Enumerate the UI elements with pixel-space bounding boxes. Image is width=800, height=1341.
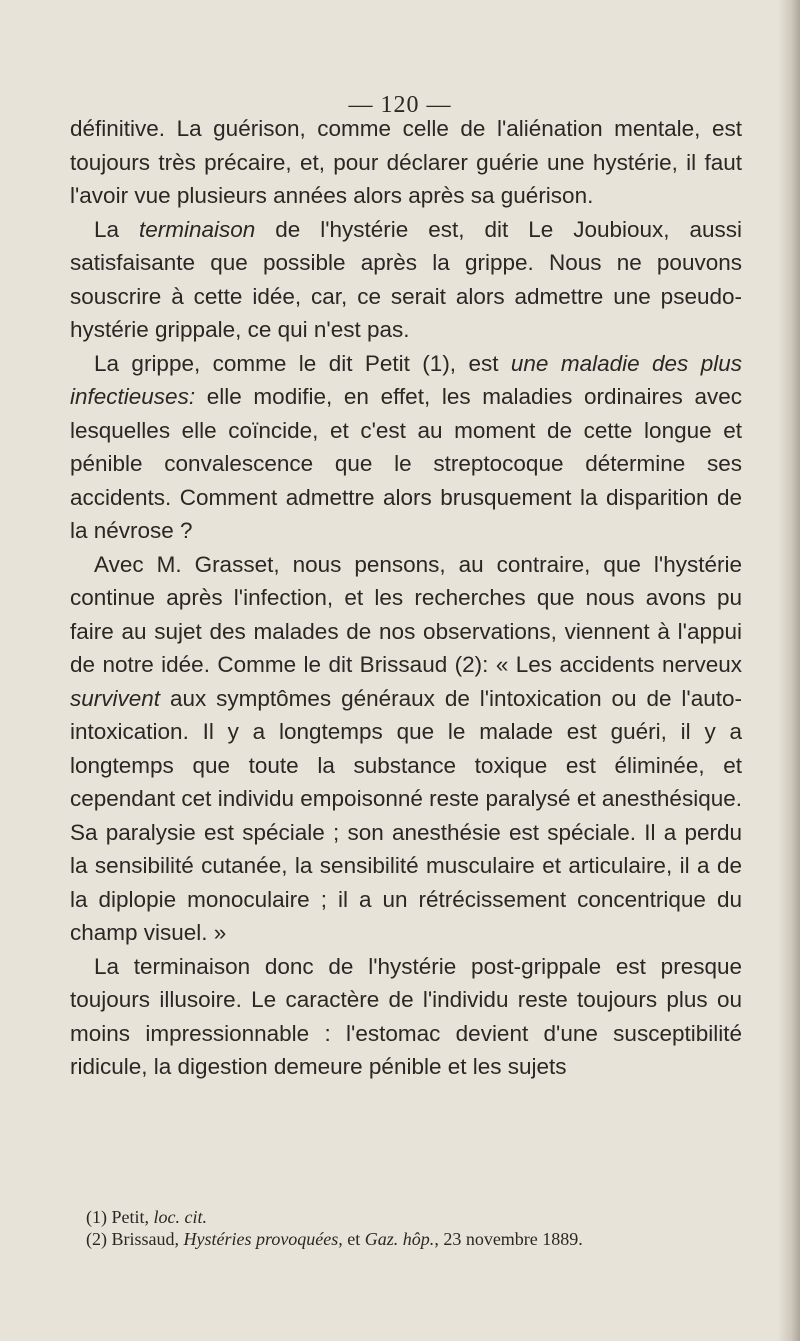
- text-run: Avec M. Grasset, nous pensons, au contraire, que l'hystérie continue après l'infection, et les recherches que nous avons pu faire au sujet des malades de nos observations, viennent à l'appui de notre idée. Comme le dit Brissaud (2): « Les accidents nerveux: [70, 551, 742, 677]
- text-run: de l'hystérie est, dit Le Joubioux, aussi satisfaisante que possible après la grippe. Nous ne pouvons souscrire à cette idée, car, ce serait alors admettre une pseudo-hystérie grippale, ce qui n'est pas.: [70, 216, 742, 342]
- page-edge-shadow: [778, 0, 800, 1341]
- text-run: La: [94, 216, 139, 242]
- footnote: [86, 1206, 746, 1228]
- paragraph: [70, 112, 742, 213]
- text-run: La grippe, comme le dit Petit (1), est: [94, 350, 511, 376]
- body-text: [70, 112, 742, 1084]
- paragraph: [70, 548, 742, 950]
- paragraph: [70, 347, 742, 548]
- footnote-text: (1) Petit,: [86, 1207, 154, 1227]
- footnote-text: (2) Brissaud,: [86, 1229, 184, 1249]
- italic-text: survivent: [70, 685, 161, 711]
- text-run: définitive. La guérison, comme celle de l'aliénation mentale, est toujours très précaire, et, pour déclarer guérie une hystérie, il faut l'avoir vue plusieurs années alors après sa guérison.: [70, 116, 742, 208]
- footnotes: [86, 1206, 746, 1250]
- footnote-italic-text: loc. cit.: [153, 1207, 207, 1227]
- footnote: [86, 1228, 746, 1250]
- italic-text: une maladie des plus infectieuses:: [70, 350, 742, 409]
- text-run: aux symptômes généraux de l'intoxication ou de l'auto-intoxication. Il y a longtemps que le malade est guéri, il y a longtemps que toute la substance toxique est éliminée, et cependant cet individu empoisonné reste paralysé et anesthésique. Sa paralysie est spéciale ; son anesthésie est spéciale. Il a perdu la sensibilité cutanée, la sensibilité musculaire et articulaire, il a de la diplopie monoculaire ; il a un rétrécissement concentrique du champ visuel. »: [70, 685, 742, 945]
- footnote-italic-text: Hystéries provoquées,: [183, 1229, 343, 1249]
- footnote-italic-text: Gaz. hôp.: [364, 1229, 435, 1249]
- paragraph: [70, 950, 742, 1084]
- footnote-text: , 23 novembre 1889.: [434, 1229, 583, 1249]
- text-run: La terminaison donc de l'hystérie post-grippale est presque toujours illusoire. Le caractère de l'individu reste toujours plus ou moins impressionnable : l'estomac devient d'une susceptibilité ridicule, la digestion demeure pénible et les sujets: [70, 953, 742, 1079]
- page-number: — 120 —: [348, 92, 452, 118]
- italic-text: terminaison: [138, 216, 256, 242]
- paragraph: [70, 213, 742, 347]
- footnote-text: et: [342, 1229, 365, 1249]
- text-run: elle modifie, en effet, les maladies ordinaires avec lesquelles elle coïncide, et c'est au moment de cette longue et pénible convalescence que le streptocoque détermine ses accidents. Comment admettre alors brusquement la disparition de la névrose ?: [70, 384, 742, 543]
